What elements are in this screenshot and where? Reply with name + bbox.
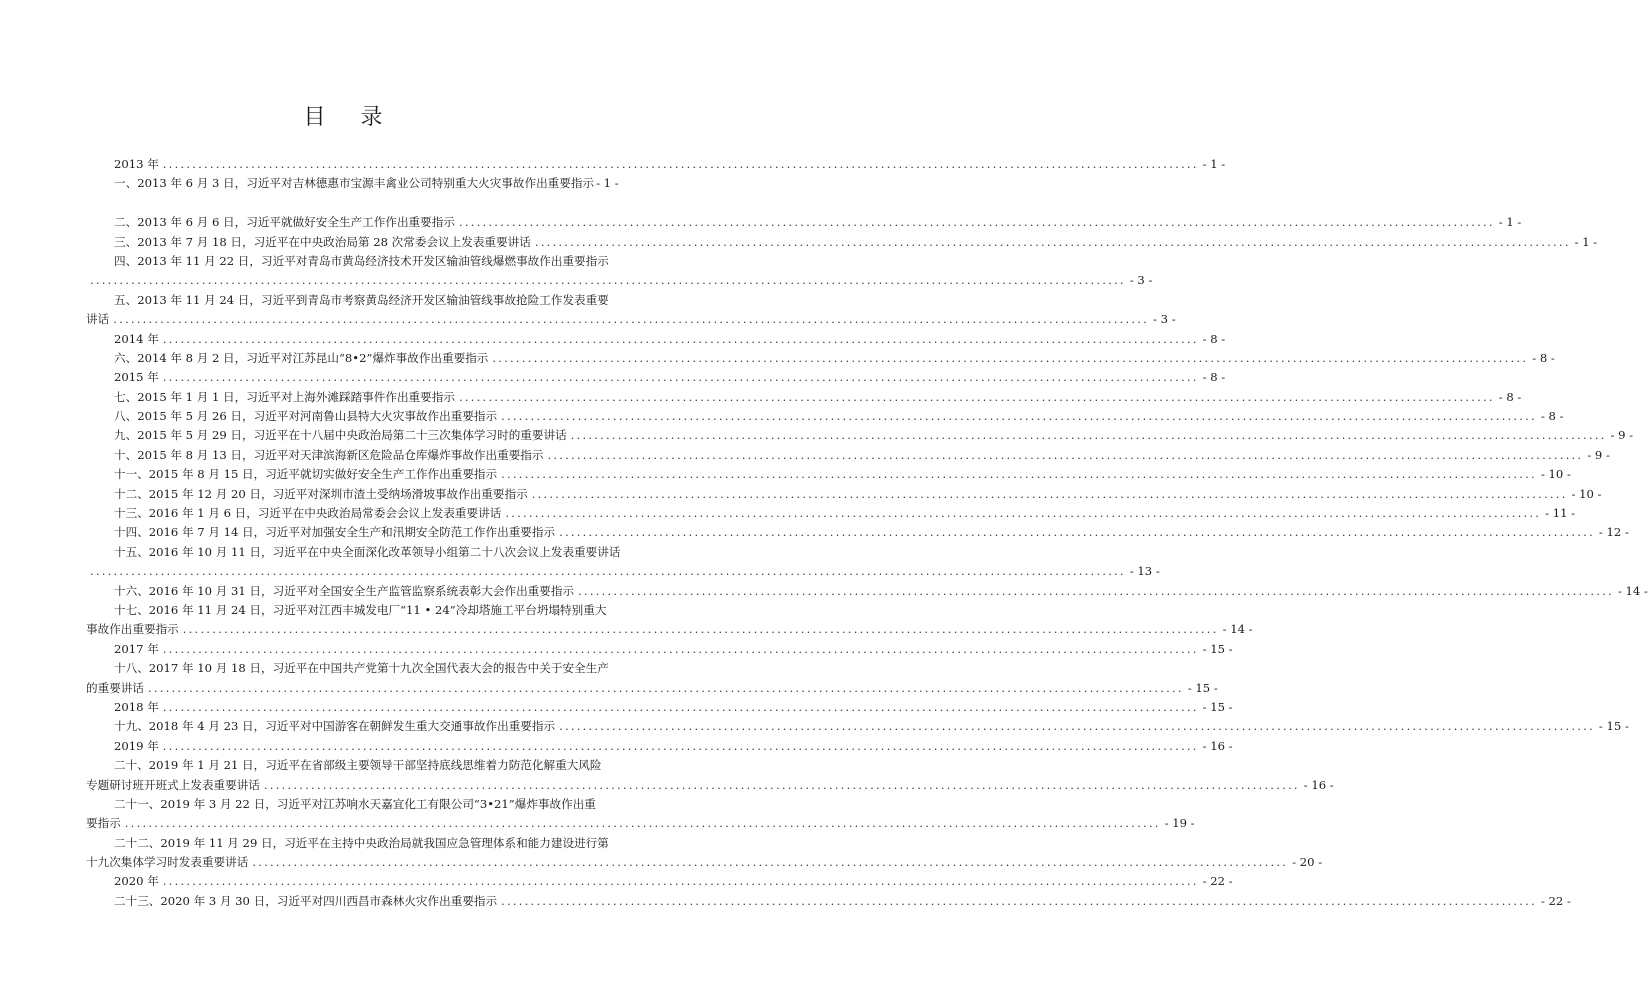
toc-entry-text: 四、2013 年 11 月 22 日，习近平对青岛市黄岛经济技术开发区输油管线爆燃事故作出重要指示	[114, 253, 609, 268]
toc-entry[interactable]	[86, 407, 1564, 426]
toc-entry-page: - 12 -	[1598, 525, 1629, 540]
toc-entry-text-cont: 事故作出重要指示	[86, 622, 179, 637]
toc-entry-text: 五、2013 年 11 月 24 日，习近平到青岛市考察黄岛经济开发区输油管线事故抢险工作发表重要	[114, 292, 609, 307]
toc-entry-text: 二十三、2020 年 3 月 30 日，习近平对四川西昌市森林火灾作出重要指示	[114, 893, 498, 908]
toc-entry-text: 十六、2016 年 10 月 31 日，习近平对全国安全生产监管监察系统表彰大会作出重要指示	[114, 583, 575, 598]
toc-leader-dots	[163, 698, 1199, 717]
toc-leader-dots	[535, 233, 1571, 252]
toc-leader-dots	[163, 330, 1199, 349]
toc-entry-text: 二十、2019 年 1 月 21 日，习近平在省部级主要领导干部坚持底线思维着力防范化解重大风险	[114, 758, 602, 773]
toc-entry-page: - 8 -	[1532, 350, 1555, 365]
toc-leader-dots	[459, 388, 1495, 407]
toc-entry-page: - 14 -	[1222, 622, 1253, 637]
toc-entry-continuation	[86, 853, 1323, 872]
toc-entry[interactable]	[86, 601, 616, 620]
toc-entry[interactable]	[86, 291, 616, 310]
toc-leader-dots	[90, 562, 1126, 581]
toc-entry-page: - 9 -	[1610, 428, 1634, 443]
toc-entry-page: - 13 -	[1129, 564, 1160, 579]
toc-entry-page: - 8 -	[1498, 389, 1522, 404]
toc-entry-page: - 10 -	[1540, 467, 1571, 482]
toc-entry-text: 2018 年	[114, 699, 159, 714]
toc-entry-text-cont: 要指示	[86, 816, 121, 831]
toc-leader-dots	[559, 717, 1595, 736]
toc-entry-page: - 9 -	[1587, 447, 1610, 462]
toc-entry-text: 十八、2017 年 10 月 18 日，习近平在中国共产党第十九次全国代表大会的报告中关于安全生产	[114, 661, 609, 676]
toc-entry-text: 2017 年	[114, 641, 159, 656]
toc-entry-page: - 15 -	[1202, 641, 1233, 656]
toc-leader-dots	[183, 620, 1219, 639]
toc-leader-dots	[125, 814, 1161, 833]
toc-entry[interactable]	[86, 717, 1629, 736]
toc-entry-page: - 3 -	[1129, 273, 1153, 288]
toc-leader-dots	[532, 485, 1568, 504]
toc-entry-page: - 15 -	[1187, 680, 1218, 695]
toc-leader-dots	[163, 155, 1199, 174]
toc-entry[interactable]	[86, 233, 1598, 252]
toc-entry-page: - 11 -	[1545, 506, 1576, 521]
toc-leader-dots	[163, 368, 1199, 387]
toc-entry-text: 七、2015 年 1 月 1 日，习近平对上海外滩踩踏事件作出重要指示	[114, 389, 455, 404]
toc-entry-page: - 8 -	[1202, 331, 1226, 346]
toc-entry-text-cont: 的重要讲话	[86, 680, 144, 695]
toc-entry-page: - 16 -	[1202, 738, 1233, 753]
toc-entry[interactable]	[86, 252, 616, 271]
toc-leader-dots	[90, 271, 1126, 290]
toc-entry-text-cont: 讲话	[86, 312, 110, 327]
toc-entry[interactable]	[86, 756, 616, 775]
toc-entry-page: - 1 -	[596, 176, 619, 191]
toc-entry-page: - 16 -	[1303, 777, 1334, 792]
toc-leader-dots	[252, 853, 1288, 872]
toc-entry-text: 十三、2016 年 1 月 6 日，习近平在中央政治局常委会会议上发表重要讲话	[114, 506, 502, 521]
toc-year-heading[interactable]	[86, 640, 1233, 659]
toc-entry[interactable]	[86, 659, 616, 678]
toc-entry-page: - 1 -	[1202, 157, 1226, 171]
toc-leader-dots	[505, 504, 1541, 523]
toc-entry-text: 2020 年	[114, 874, 159, 889]
toc-entry-continuation	[86, 310, 1176, 329]
toc-entry[interactable]	[86, 582, 1648, 601]
toc-entry-page: - 10 -	[1571, 486, 1602, 501]
toc-entry-text: 二、2013 年 6 月 6 日，习近平就做好安全生产工作作出重要指示	[114, 215, 455, 230]
toc-year-heading[interactable]	[86, 155, 1226, 174]
toc-entry-text: 十五、2016 年 10 月 11 日，习近平在中央全面深化改革领导小组第二十八次会议上发表重要讲话	[114, 544, 621, 559]
toc-entry[interactable]	[86, 523, 1629, 542]
toc-leader-dots	[163, 872, 1199, 891]
toc-year-heading[interactable]	[86, 368, 1226, 387]
toc-leader-dots	[571, 426, 1607, 445]
toc-entry-page: - 22 -	[1540, 893, 1571, 908]
toc-entry-page: - 14 -	[1617, 583, 1648, 598]
toc-entry-continuation	[86, 776, 1334, 795]
toc-entry-text: 九、2015 年 5 月 29 日，习近平在十八届中央政治局第二十三次集体学习时的重要讲话	[114, 428, 567, 443]
toc-entry-continuation	[86, 679, 1218, 698]
toc-entry-text: 十七、2016 年 11 月 24 日，习近平对江西丰城发电厂“11 • 24”冷却塔施工平台坍塌特别重大	[114, 602, 607, 617]
toc-entry-page: - 8 -	[1540, 409, 1564, 424]
toc-entry-text: 六、2014 年 8 月 2 日，习近平对江苏昆山“8•2”爆炸事故作出重要指示	[114, 350, 489, 365]
toc-entry[interactable]	[86, 543, 621, 562]
page-title: 目 录	[303, 105, 397, 130]
toc-entry-text: 十四、2016 年 7 月 14 日，习近平对加强安全生产和汛期安全防范工作作出重要指示	[114, 525, 556, 540]
toc-entry[interactable]	[86, 795, 616, 814]
toc-entry-text: 十一、2015 年 8 月 15 日，习近平就切实做好安全生产工作作出重要指示	[114, 467, 498, 482]
toc-entry-text-cont: 十九次集体学习时发表重要讲话	[86, 855, 249, 870]
toc-entry-text: 2015 年	[114, 370, 159, 385]
toc-leader-dots	[578, 582, 1614, 601]
toc-leader-dots	[264, 776, 1300, 795]
toc-leader-dots	[559, 523, 1595, 542]
toc-entry-page: - 1 -	[1498, 215, 1522, 230]
toc-entry-page: - 15 -	[1598, 719, 1629, 734]
toc-entry-text: 十、2015 年 8 月 13 日，习近平对天津滨海新区危险品仓库爆炸事故作出重要指示	[114, 447, 544, 462]
toc-entry-page: - 3 -	[1153, 312, 1176, 327]
toc-entry-continuation	[86, 271, 1153, 290]
toc-leader-dots	[501, 892, 1537, 911]
toc-entry-text: 十九、2018 年 4 月 23 日，习近平对中国游客在朝鲜发生重大交通事故作出重要指示	[114, 719, 556, 734]
toc-entry-text: 十二、2015 年 12 月 20 日，习近平对深圳市渣土受纳场滑坡事故作出重要指示	[114, 486, 528, 501]
toc-leader-dots	[501, 465, 1537, 484]
toc-entry-text: 2014 年	[114, 331, 159, 346]
toc-entry-text: 2013 年	[114, 157, 159, 171]
toc-year-heading[interactable]	[86, 330, 1226, 349]
toc-entry-text: 二十二、2019 年 11 月 29 日，习近平在主持中央政治局就我国应急管理体系和能力建设进行第	[114, 835, 609, 850]
toc-year-heading[interactable]	[86, 737, 1233, 756]
toc-entry[interactable]	[86, 504, 1576, 523]
toc-entry[interactable]	[86, 446, 1610, 465]
toc-entry[interactable]	[86, 388, 1522, 407]
toc-entry[interactable]	[86, 174, 619, 193]
toc-leader-dots	[163, 737, 1199, 756]
toc-entry-continuation	[86, 562, 1160, 581]
toc-entry-continuation	[86, 814, 1195, 833]
toc-leader-dots	[148, 679, 1184, 698]
toc-entry-text: 三、2013 年 7 月 18 日，习近平在中央政治局第 28 次常委会议上发表重要讲话	[114, 234, 531, 249]
toc-entry-text: 2019 年	[114, 738, 159, 753]
toc-entry-text: 一、2013 年 6 月 3 日，习近平对吉林德惠市宝源丰禽业公司特别重大火灾事故作出重要指示	[114, 176, 595, 191]
toc-leader-dots	[501, 407, 1537, 426]
toc-leader-dots	[547, 446, 1583, 465]
toc-entry-page: - 22 -	[1202, 874, 1233, 889]
toc-leader-dots	[459, 213, 1495, 232]
toc-entry-page: - 19 -	[1164, 816, 1195, 831]
toc-entry[interactable]	[86, 349, 1555, 368]
toc-entry[interactable]	[86, 465, 1571, 484]
toc-entry-continuation	[86, 620, 1253, 639]
toc-entry-text: 八、2015 年 5 月 26 日，习近平对河南鲁山县特大火灾事故作出重要指示	[114, 409, 498, 424]
toc-entry[interactable]	[86, 485, 1602, 504]
toc-entry-page: - 8 -	[1202, 370, 1226, 385]
toc-leader-dots	[113, 310, 1149, 329]
toc-year-heading[interactable]	[86, 698, 1233, 717]
toc-entry-page: - 15 -	[1202, 699, 1233, 714]
toc-entry-text-cont: 专题研讨班开班式上发表重要讲话	[86, 777, 260, 792]
toc-entry-page: - 20 -	[1292, 855, 1323, 870]
toc-entry-page: - 1 -	[1574, 234, 1598, 249]
toc-entry-wrap	[86, 194, 616, 213]
toc-entry-text: 二十一、2019 年 3 月 22 日，习近平对江苏响水天嘉宜化工有限公司“3•21”爆炸事故作出重	[114, 796, 596, 811]
toc-year-heading[interactable]	[86, 872, 1233, 891]
toc-leader-dots	[163, 640, 1199, 659]
toc-entry[interactable]	[86, 892, 1571, 911]
toc-entry[interactable]	[86, 834, 616, 853]
toc-entry[interactable]	[86, 213, 1522, 232]
toc-entry[interactable]	[86, 426, 1634, 445]
toc-leader-dots	[492, 349, 1528, 368]
toc-list	[86, 155, 1648, 911]
